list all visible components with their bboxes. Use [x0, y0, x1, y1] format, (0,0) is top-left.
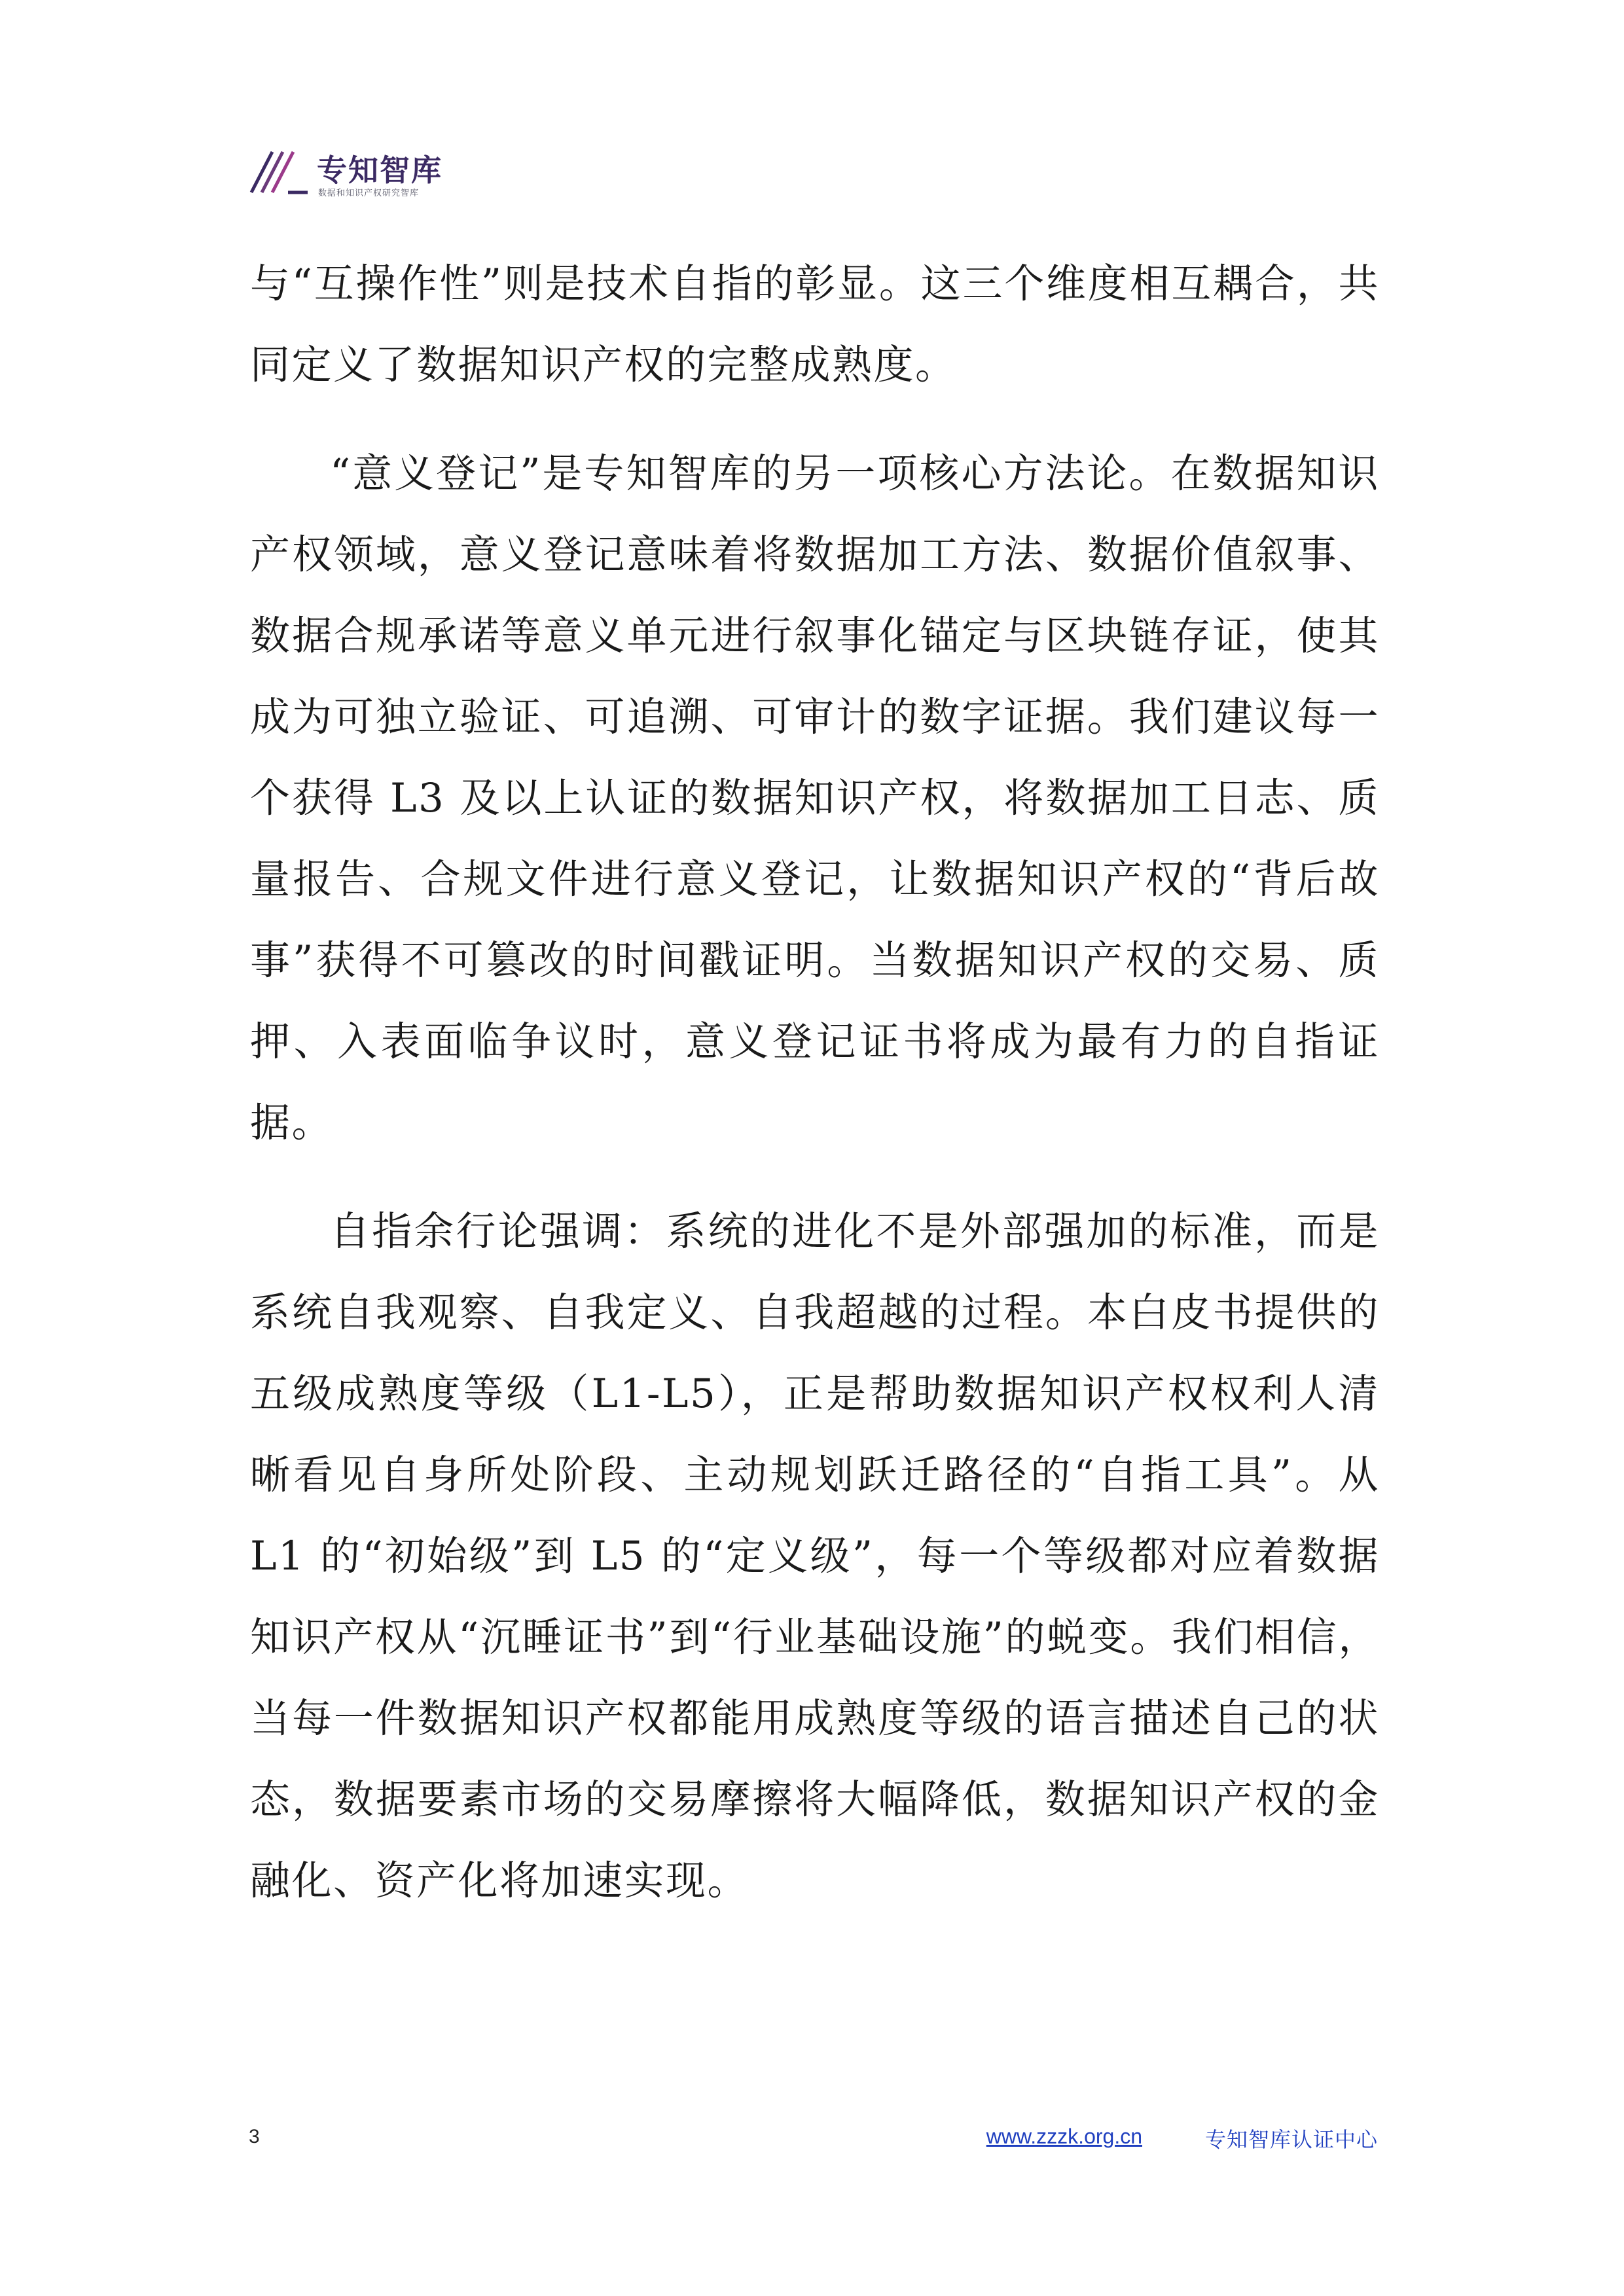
paragraph-meaning-registration: “意义登记”是专知智库的另一项核心方法论。在数据知识产权领域，意义登记意味着将数据加工方法、数据价值叙事、数据合规承诺等意义单元进行叙事化锚定与区块链存证，使其成为可独立验证、可追溯、可审计的数字证据。我们建议每一个获得 L3 及以上认证的数据知识产权，将数据加工日志、质量报告、合规文件进行意义登记，让数据知识产权的“背后故事”获得不可篡改的时间戳证明。当数据知识产权的交易、质押、入表面临争议时，意义登记证书将成为最有力的自指证据。 [250, 450, 1380, 1146]
header-logo [249, 144, 484, 203]
paragraph-continuation: 与“互操作性”则是技术自指的彰显。这三个维度相互耦合，共同定义了数据知识产权的完整成熟度。 [250, 260, 1380, 388]
document-body [250, 243, 1380, 1949]
page-number: 3 [249, 2126, 260, 2147]
zzzk-logo-icon [249, 149, 309, 195]
website-link[interactable]: www.zzzk.org.cn [986, 2125, 1142, 2148]
logo-title: 专知智库 [317, 152, 442, 188]
page-footer [249, 2121, 1378, 2160]
logo-subtitle: 数据和知识产权研究智库 [318, 188, 420, 198]
paragraph-self-reference-theory: 自指余行论强调：系统的进化不是外部强加的标准，而是系统自我观察、自我定义、自我超越的过程。本白皮书提供的五级成熟度等级（L1-L5），正是帮助数据知识产权权利人清晰看见自身所处阶段、主动规划跃迁路径的“自指工具”。从 L1 的“初始级”到 L5 的“定义级”，每一个等级都对应着数据知识产权从“沉睡证书”到“行业基础设施”的蜕变。我们相信，当每一件数据知识产权都能用成熟度等级的语言描述自己的状态，数据要素市场的交易摩擦将大幅降低，数据知识产权的金融化、资产化将加速实现。 [250, 1208, 1380, 1904]
footer-org-name: 专知智库认证中心 [1204, 2127, 1378, 2152]
